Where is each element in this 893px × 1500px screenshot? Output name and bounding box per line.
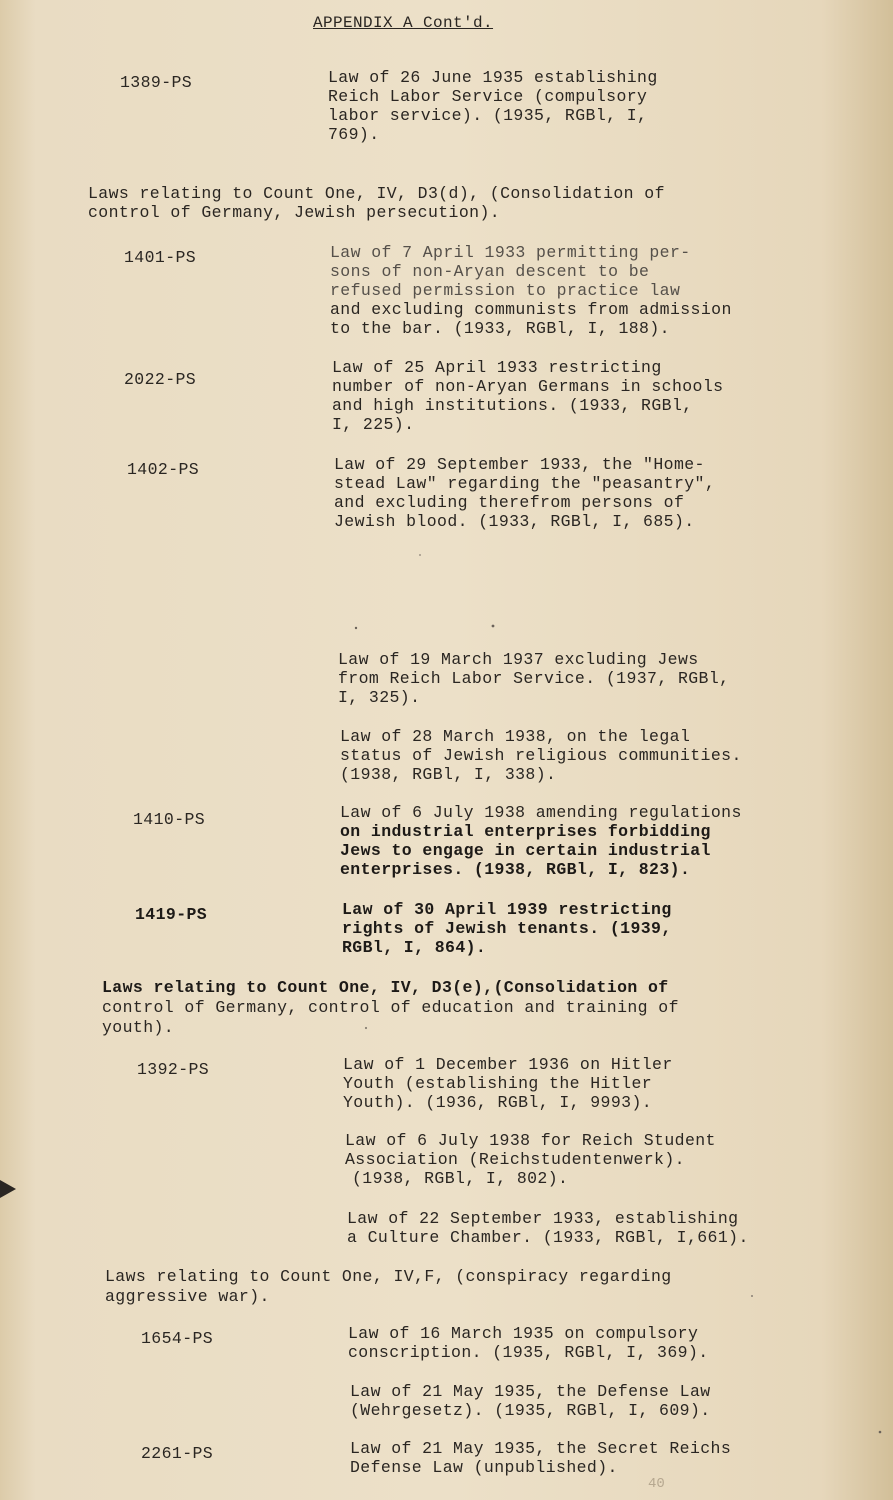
doc-number-1389: 1389-PS [120, 73, 193, 92]
entry-line: Jews to engage in certain industrial [340, 841, 711, 860]
section-heading-line: control of Germany, Jewish persecution). [88, 203, 501, 222]
entry-line: conscription. (1935, RGBl, I, 369). [348, 1343, 709, 1362]
entry-line: and high institutions. (1933, RGBl, [332, 396, 693, 415]
entry-line: Law of 22 September 1933, establishing [347, 1209, 739, 1228]
entry-line: (Wehrgesetz). (1935, RGBl, I, 609). [350, 1401, 711, 1420]
entry-line: (1938, RGBl, I, 338). [340, 765, 557, 784]
entry-line: (1938, RGBl, I, 802). [352, 1169, 569, 1188]
entry-line: from Reich Labor Service. (1937, RGBl, [338, 669, 730, 688]
entry-line: Law of 29 September 1933, the "Home- [334, 455, 705, 474]
doc-number-2022: 2022-PS [124, 370, 197, 389]
section-heading-line: Laws relating to Count One, IV, D3(d), (Consolidation of [88, 184, 665, 203]
entry-line: refused permission to practice law [330, 281, 681, 300]
entry-line: Law of 1 December 1936 on Hitler [343, 1055, 673, 1074]
doc-number-1419: 1419-PS [135, 905, 208, 924]
doc-number-2261: 2261-PS [141, 1444, 214, 1463]
entry-line: Defense Law (unpublished). [350, 1458, 618, 1477]
section-heading-line: control of Germany, control of education and training of [102, 998, 679, 1017]
entry-line: rights of Jewish tenants. (1939, [342, 919, 672, 938]
entry-line: Law of 6 July 1938 amending regulations [340, 803, 742, 822]
entry-line: Law of 26 June 1935 establishing [328, 68, 658, 87]
section-heading-line: Laws relating to Count One, IV,F, (conspiracy regarding [105, 1267, 672, 1286]
entry-line: and excluding communists from admission [330, 300, 732, 319]
entry-line: Law of 25 April 1933 restricting [332, 358, 662, 377]
entry-line: 769). [328, 125, 380, 144]
entry-line: Reich Labor Service (compulsory [328, 87, 648, 106]
entry-line: Law of 21 May 1935, the Defense Law [350, 1382, 711, 1401]
entry-line: Law of 19 March 1937 excluding Jews [338, 650, 699, 669]
doc-number-1392: 1392-PS [137, 1060, 210, 1079]
section-heading-line: aggressive war). [105, 1287, 270, 1306]
entry-line: stead Law" regarding the "peasantry", [334, 474, 716, 493]
entry-line: Law of 30 April 1939 restricting [342, 900, 672, 919]
entry-line: I, 225). [332, 415, 415, 434]
entry-line: labor service). (1935, RGBl, I, [328, 106, 648, 125]
entry-line: Jewish blood. (1933, RGBl, I, 685). [334, 512, 695, 531]
entry-line: on industrial enterprises forbidding [340, 822, 711, 841]
entry-line: Law of 28 March 1938, on the legal [340, 727, 691, 746]
entry-line: Law of 21 May 1935, the Secret Reichs [350, 1439, 732, 1458]
entry-line: I, 325). [338, 688, 421, 707]
entry-line: Association (Reichstudentenwerk). [345, 1150, 685, 1169]
entry-line: Youth (establishing the Hitler [343, 1074, 653, 1093]
entry-line: Law of 6 July 1938 for Reich Student [345, 1131, 716, 1150]
doc-number-1402: 1402-PS [127, 460, 200, 479]
entry-line: to the bar. (1933, RGBl, I, 188). [330, 319, 670, 338]
doc-number-1401: 1401-PS [124, 248, 197, 267]
entry-line: sons of non-Aryan descent to be [330, 262, 650, 281]
binding-arrow-icon [0, 1180, 16, 1198]
entry-line: status of Jewish religious communities. [340, 746, 742, 765]
section-heading-line: youth). [102, 1018, 175, 1037]
entry-line: Law of 7 April 1933 permitting per- [330, 243, 691, 262]
entry-line: Youth). (1936, RGBl, I, 9993). [343, 1093, 653, 1112]
page-number: 40 [648, 1476, 665, 1492]
doc-number-1654: 1654-PS [141, 1329, 214, 1348]
doc-number-1410: 1410-PS [133, 810, 206, 829]
page-title: APPENDIX A Cont'd. [313, 14, 494, 32]
entry-line: a Culture Chamber. (1933, RGBl, I,661). [347, 1228, 749, 1247]
entry-line: RGBl, I, 864). [342, 938, 487, 957]
entry-line: and excluding therefrom persons of [334, 493, 685, 512]
entry-line: enterprises. (1938, RGBl, I, 823). [340, 860, 691, 879]
entry-line: number of non-Aryan Germans in schools [332, 377, 724, 396]
section-heading-line: Laws relating to Count One, IV, D3(e),(Consolidation of [102, 978, 669, 997]
entry-line: Law of 16 March 1935 on compulsory [348, 1324, 699, 1343]
